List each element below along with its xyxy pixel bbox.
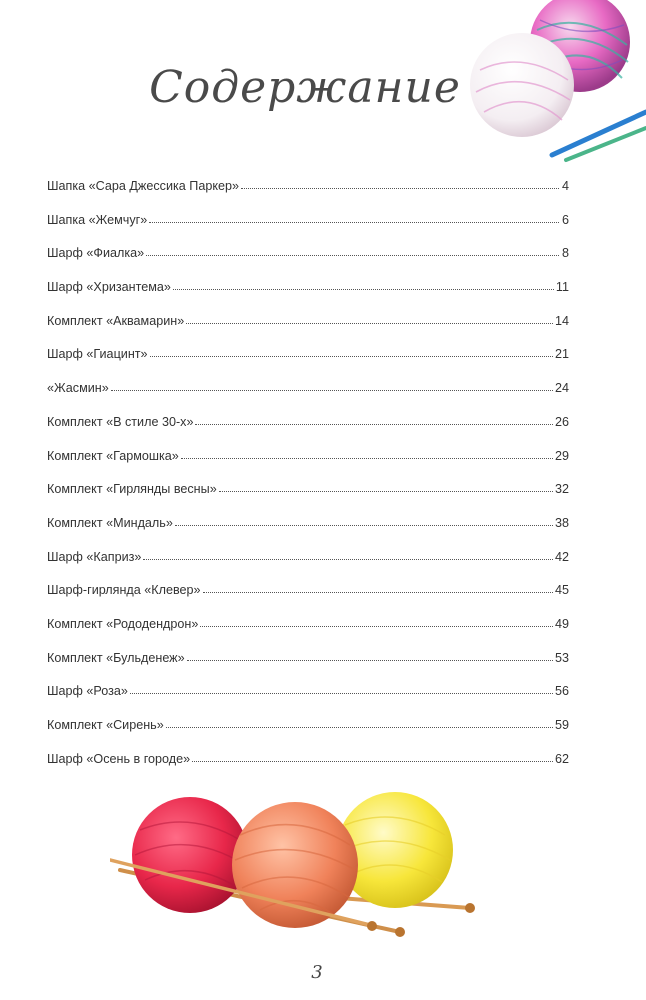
toc-entry[interactable]	[47, 608, 569, 642]
toc-entry-title: Шарф «Гиацинт»	[47, 347, 148, 362]
toc-entry-page: 42	[554, 549, 569, 564]
toc-entry-page: 53	[554, 650, 569, 665]
toc-entry-title: Шапка «Сара Джессика Паркер»	[47, 179, 240, 193]
toc-entry-title: Шарф «Каприз»	[47, 549, 142, 564]
toc-entry-title: Комплект «Рододендрон»	[47, 616, 199, 631]
toc-entry[interactable]	[47, 338, 569, 372]
toc-entry-page: 32	[554, 482, 569, 497]
toc-leader-dots	[143, 549, 553, 560]
toc-leader-dots	[166, 717, 553, 728]
toc-leader-dots	[130, 683, 553, 694]
toc-entry-page: 4	[561, 179, 569, 193]
toc-leader-dots	[241, 178, 559, 189]
toc-leader-dots	[181, 448, 553, 459]
toc-entry-title: Шапка «Жемчуг»	[47, 212, 148, 227]
toc-entry-title: Шарф «Хризантема»	[47, 280, 171, 295]
toc-entry-page: 14	[554, 313, 569, 328]
yarn-balls-crochet-hooks-icon	[462, 0, 646, 165]
toc-entry[interactable]	[47, 406, 569, 440]
toc-entry-page: 8	[561, 246, 569, 261]
toc-entry-title: Шарф-гирлянда «Клевер»	[47, 583, 201, 598]
toc-entry-title: «Жасмин»	[47, 381, 109, 396]
toc-entry-page: 6	[561, 212, 569, 227]
yarn-balls-knitting-needles-icon	[110, 780, 480, 940]
toc-entry-title: Комплект «Сирень»	[47, 718, 164, 732]
page-number: 3	[311, 962, 323, 983]
toc-leader-dots	[146, 245, 559, 256]
toc-entry-title: Шарф «Роза»	[47, 684, 128, 699]
toc-entry-page: 56	[554, 684, 569, 699]
toc-leader-dots	[192, 751, 553, 762]
toc-leader-dots	[173, 279, 554, 290]
toc-entry-title: Шарф «Фиалка»	[47, 246, 145, 261]
toc-entry-title: Комплект «В стиле 30-х»	[47, 414, 194, 429]
toc-entry[interactable]	[47, 507, 569, 541]
table-of-contents	[47, 170, 569, 776]
toc-leader-dots	[219, 481, 553, 492]
toc-entry-title: Комплект «Гармошка»	[47, 448, 179, 463]
toc-entry[interactable]	[47, 709, 569, 743]
toc-entry[interactable]	[47, 541, 569, 575]
toc-entry-page: 62	[554, 751, 569, 766]
toc-leader-dots	[187, 650, 553, 661]
toc-entry-page: 38	[554, 515, 569, 530]
toc-entry-page: 45	[554, 583, 569, 598]
toc-entry-page: 11	[555, 280, 569, 295]
toc-entry[interactable]	[47, 473, 569, 507]
toc-leader-dots	[150, 346, 553, 357]
toc-leader-dots	[203, 582, 553, 593]
toc-entry[interactable]	[47, 743, 569, 777]
toc-entry[interactable]	[47, 440, 569, 474]
toc-entry-page: 24	[554, 381, 569, 396]
toc-entry[interactable]	[47, 170, 569, 204]
toc-entry[interactable]	[47, 204, 569, 238]
toc-entry-title: Комплект «Аквамарин»	[47, 313, 185, 328]
page-title: Содержание	[149, 62, 461, 113]
toc-leader-dots	[186, 313, 553, 324]
toc-entry-page: 29	[554, 448, 569, 463]
toc-entry[interactable]	[47, 237, 569, 271]
toc-entry-title: Комплект «Миндаль»	[47, 515, 173, 530]
toc-entry-title: Комплект «Бульденеж»	[47, 650, 185, 665]
toc-entry-title: Шарф «Осень в городе»	[47, 751, 191, 766]
toc-entry-title: Комплект «Гирлянды весны»	[47, 482, 217, 497]
toc-entry-page: 49	[554, 616, 569, 631]
toc-leader-dots	[195, 414, 553, 425]
toc-entry[interactable]	[47, 305, 569, 339]
toc-leader-dots	[149, 212, 559, 223]
toc-entry[interactable]	[47, 574, 569, 608]
toc-leader-dots	[175, 515, 553, 526]
toc-entry[interactable]	[47, 372, 569, 406]
toc-entry[interactable]	[47, 642, 569, 676]
toc-entry[interactable]	[47, 675, 569, 709]
toc-entry-page: 21	[554, 347, 569, 362]
toc-leader-dots	[200, 616, 553, 627]
toc-entry[interactable]	[47, 271, 569, 305]
toc-entry-page: 59	[554, 718, 569, 732]
toc-leader-dots	[111, 380, 553, 391]
toc-entry-page: 26	[554, 414, 569, 429]
